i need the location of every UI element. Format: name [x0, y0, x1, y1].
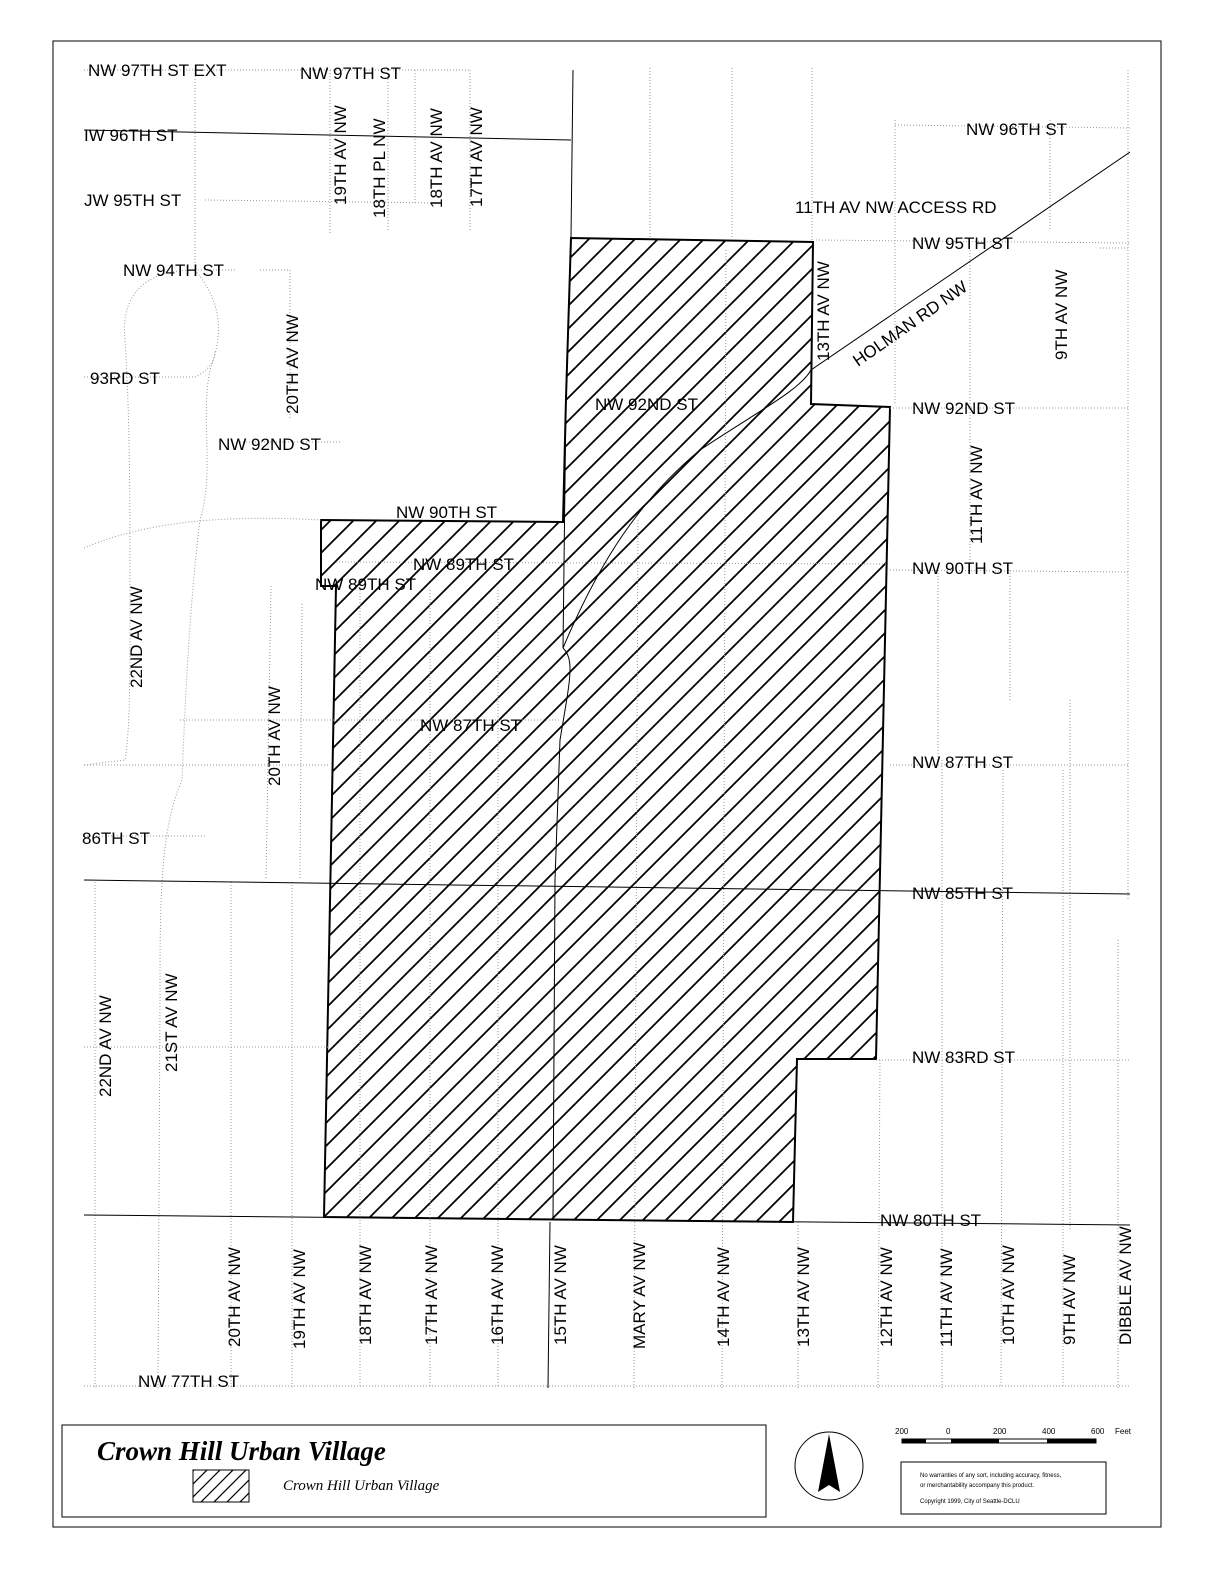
street-label: NW 92ND ST: [595, 395, 698, 414]
street-label: DIBBLE AV NW: [1116, 1226, 1135, 1345]
street-label: 18TH AV NW: [427, 108, 446, 208]
street-label: 18TH PL NW: [370, 118, 389, 218]
street-label: NW 90TH ST: [912, 559, 1014, 578]
street-label: 18TH AV NW: [356, 1245, 375, 1345]
street-label: JW 95TH ST: [84, 191, 182, 210]
street-label: 22ND AV NW: [127, 586, 146, 688]
street-label: 20TH AV NW: [265, 686, 284, 786]
street-label: NW 94TH ST: [123, 261, 225, 280]
disclaimer-line: Copyright 1999, City of Seattle-DCLU: [920, 1499, 1020, 1505]
street-label: NW 85TH ST: [912, 884, 1014, 903]
street-label: MARY AV NW: [630, 1242, 649, 1349]
street-label: NW 92ND ST: [912, 399, 1015, 418]
street-label: 19TH AV NW: [331, 105, 350, 205]
street-label: 21ST AV NW: [162, 973, 181, 1072]
scale-tick: 400: [1042, 1427, 1056, 1436]
street-label: IW 96TH ST: [84, 126, 178, 145]
street-label: NW 89TH ST: [315, 575, 417, 594]
street-label: 93RD ST: [90, 369, 160, 388]
street-label: 20TH AV NW: [225, 1247, 244, 1347]
street-label: NW 97TH ST EXT: [88, 61, 227, 80]
street-label: 13TH AV NW: [794, 1247, 813, 1347]
street-label: 20TH AV NW: [283, 314, 302, 414]
map-title: Crown Hill Urban Village: [97, 1436, 386, 1466]
street-label: NW 87TH ST: [912, 753, 1014, 772]
scale-tick: 200: [895, 1427, 909, 1436]
street-label: NW 97TH ST: [300, 64, 402, 83]
street-label: 13TH AV NW: [814, 261, 833, 361]
disclaimer: [901, 1462, 1106, 1514]
north-arrow-icon: [818, 1434, 840, 1492]
street-label: NW 92ND ST: [218, 435, 321, 454]
street-label: NW 80TH ST: [880, 1211, 982, 1230]
scale-tick: 600: [1091, 1427, 1105, 1436]
street-label-holman: HOLMAN RD NW: [849, 277, 971, 371]
scale-unit: Feet: [1115, 1427, 1132, 1436]
disclaimer-line: No warranties of any sort, including accuracy, fitness,: [920, 1473, 1062, 1479]
street-label: 15TH AV NW: [551, 1245, 570, 1345]
scale-bar: [895, 1427, 1132, 1443]
legend-swatch: [193, 1470, 249, 1502]
street-label: NW 83RD ST: [912, 1048, 1015, 1067]
scale-tick: 0: [946, 1427, 951, 1436]
street-label: NW 89TH ST: [413, 555, 515, 574]
street-label: 10TH AV NW: [999, 1245, 1018, 1345]
street-label: 16TH AV NW: [488, 1245, 507, 1345]
street-label: NW 95TH ST: [912, 234, 1014, 253]
street-label: 14TH AV NW: [714, 1247, 733, 1347]
street-label: 9TH AV NW: [1060, 1254, 1079, 1345]
street-label: 17TH AV NW: [467, 107, 486, 207]
street-label: 22ND AV NW: [96, 995, 115, 1097]
street-label: 86TH ST: [82, 829, 151, 848]
scale-tick: 200: [993, 1427, 1007, 1436]
legend: [62, 1425, 766, 1517]
street-label: 19TH AV NW: [290, 1249, 309, 1349]
street-label: 11TH AV NW ACCESS RD: [795, 198, 997, 217]
street-label: NW 87TH ST: [420, 716, 522, 735]
urban-village-area: [321, 238, 890, 1222]
legend-label: Crown Hill Urban Village: [283, 1478, 440, 1494]
street-label: 11TH AV NW: [937, 1248, 956, 1347]
street-label: 11TH AV NW: [967, 445, 986, 544]
street-label: 9TH AV NW: [1052, 269, 1071, 360]
street-label: NW 90TH ST: [396, 503, 498, 522]
street-label: 12TH AV NW: [877, 1247, 896, 1347]
street-label: NW 77TH ST: [138, 1372, 240, 1391]
disclaimer-line: or merchantability accompany this product.: [920, 1483, 1035, 1489]
street-label: NW 96TH ST: [966, 120, 1068, 139]
street-label: 17TH AV NW: [422, 1245, 441, 1345]
